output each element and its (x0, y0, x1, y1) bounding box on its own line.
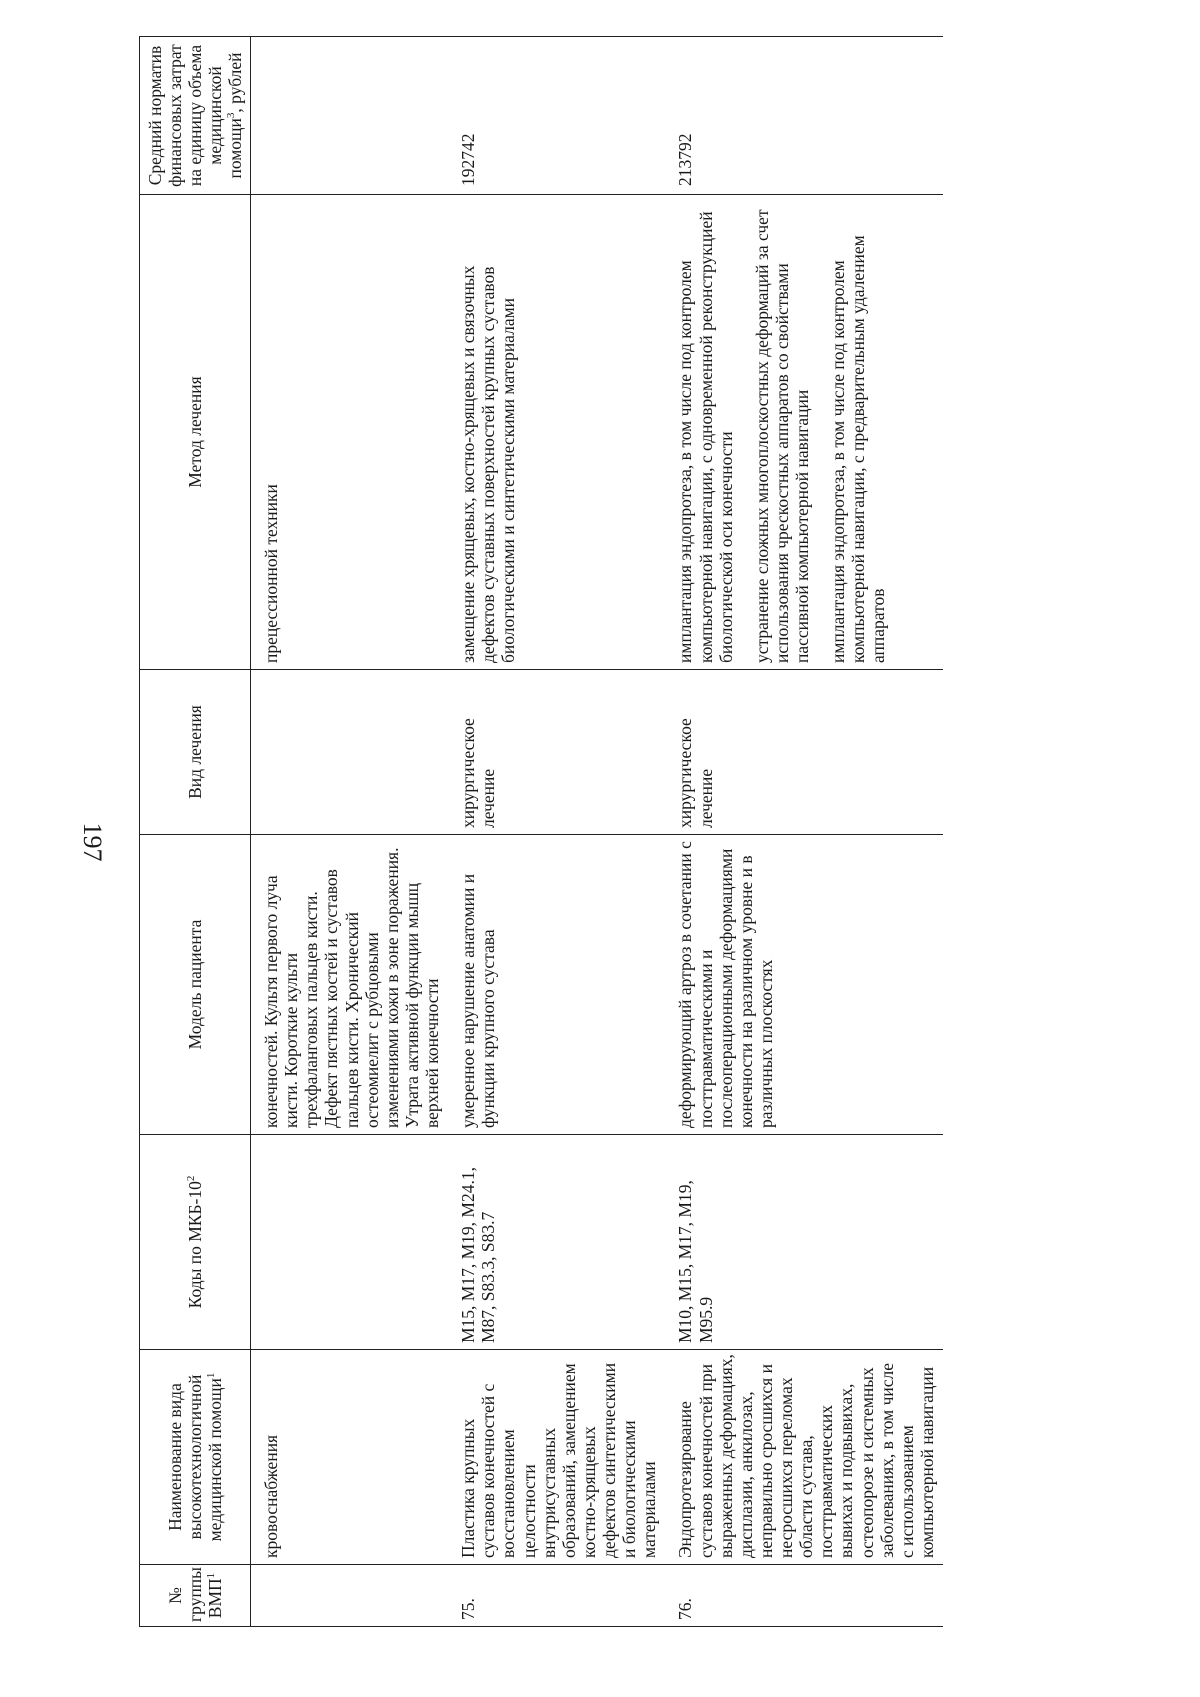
header-model: Модель пациента (140, 835, 251, 1135)
cell-codes: M10, M15, M17, M19, M95.9 (665, 1135, 943, 1350)
cell-name: Пластика крупных суставов конечностей с восстановлением целостности внутрисуставных образований, замещением костно-хрящевых дефектов синтетическими и биологическими материалами (448, 1350, 665, 1565)
cell-group-no (251, 1565, 449, 1627)
method-item: устранение сложных многоплоскостных деформаций за счет использования чрескостных аппаратов со свойствами пассивной компьютерной навигации (751, 209, 812, 663)
cell-name: Эндопротезирование суставов конечностей при выраженных деформациях, дисплазии, анкилозах, неправильно сросшихся и несросшихся переломах области сустава, посттравматических вывихах и подвывихах, остеопорозе и системных заболеваниях, в том числе с использованием компьютерной навигации (665, 1350, 943, 1565)
cell-treatment-type: хирургическое лечение (665, 670, 943, 835)
cell-method (251, 195, 449, 670)
table-row (251, 37, 449, 1627)
cell-model: конечностей. Культя первого луча кисти. Короткие культи трехфаланговых пальцев кисти. Дефект пястных костей и суставов пальцев кисти. Хронический остеомиелит с рубцовыми изменениями кожи в зоне поражения. Утрата активной функции мышц верхней конечности (251, 835, 449, 1135)
rotated-sheet (139, 37, 1069, 1627)
cell-group-no: 75. (448, 1565, 665, 1627)
table-row (665, 37, 943, 1627)
cell-codes: M15, M17, M19, M24.1, M87, S83.3, S83.7 (448, 1135, 665, 1350)
header-codes: Коды по МКБ-$10^2$ (140, 1135, 251, 1350)
method-item: имплантация эндопротеза, в том числе под контролем компьютерной навигации, с одновременной реконструкцией биологической оси конечности (675, 211, 736, 663)
header-name: Наименование вида высокотехнологичной медицинской помощи$^1$ (140, 1350, 251, 1565)
method-item: замещение хрящевых, костно-хрящевых и связочных дефектов суставных поверхностей крупных суставов биологическими и синтетическими материалами (458, 265, 519, 663)
cell-model: деформирующий артроз в сочетании с посттравматическими и послеоперационными деформациями конечности на различном уровне и в различных плоскостях (665, 835, 943, 1135)
cell-name: кровоснабжения (251, 1350, 449, 1565)
cell-codes (251, 1135, 449, 1350)
method-gap (812, 199, 828, 663)
method-item: прецессионной техники (261, 484, 281, 663)
cell-cost: 192742 (448, 37, 665, 195)
vmp-table (139, 36, 943, 1627)
page-number: 197 (78, 822, 107, 862)
cell-cost (251, 37, 449, 195)
table-header-row (140, 37, 251, 1627)
method-gap (736, 199, 752, 663)
cell-cost: 213792 (665, 37, 943, 195)
method-item: имплантация эндопротеза, в том числе под контролем компьютерной навигации, с предварительным удалением аппаратов (828, 235, 889, 663)
cell-method (665, 195, 943, 670)
cell-group-no: 76. (665, 1565, 943, 1627)
table-row (448, 37, 665, 1627)
header-treatment-type: Вид лечения (140, 670, 251, 835)
header-method: Метод лечения (140, 195, 251, 670)
header-group-no: № группы ВМП$^1$ (140, 1565, 251, 1627)
cell-model: умеренное нарушение анатомии и функции крупного сустава (448, 835, 665, 1135)
cell-treatment-type: хирургическое лечение (448, 670, 665, 835)
cell-method (448, 195, 665, 670)
cell-treatment-type (251, 670, 449, 835)
header-cost: Средний норматив финансовых затрат на единицу объема медицинской помощи$^3$, рублей (140, 37, 251, 195)
